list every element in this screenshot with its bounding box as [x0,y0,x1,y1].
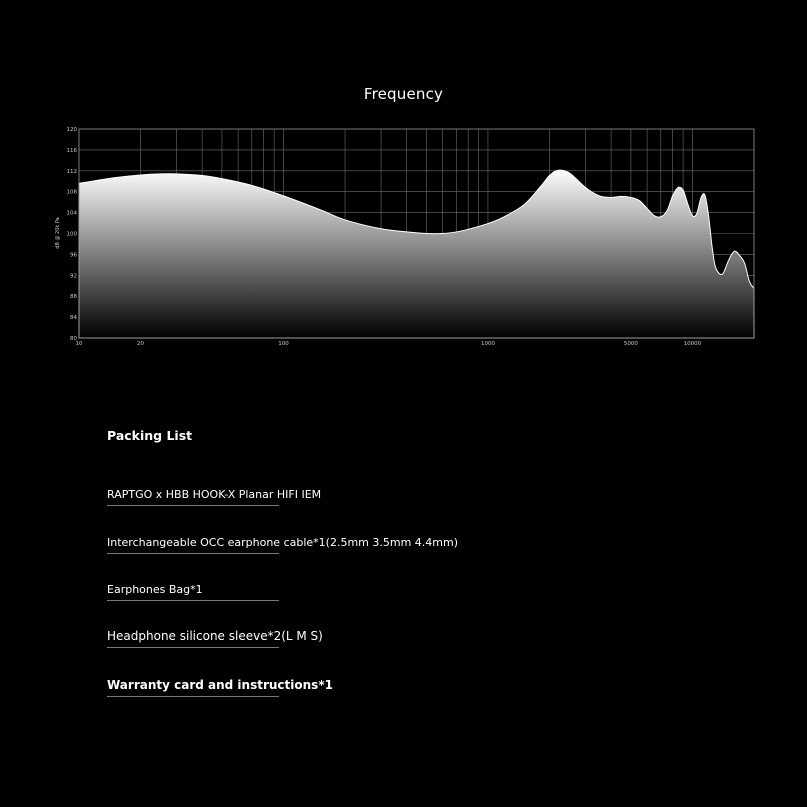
item-underline [107,600,279,601]
packing-list-item-text: Headphone silicone sleeve*2(L M S) [107,629,323,643]
packing-list-item [107,678,333,692]
y-tick-label: 104 [66,210,77,217]
y-tick-label: 120 [66,127,77,133]
y-tick-label: 112 [66,168,77,175]
packing-list-title: Packing List [107,428,193,443]
y-tick-labels [67,127,78,342]
y-tick-label: 80 [70,336,77,342]
x-tick-label: 10 [75,341,83,347]
packing-list-item [107,488,321,501]
item-underline [107,696,279,697]
packing-list-item-text: Interchangeable OCC earphone cable*1(2.5mm 3.5mm 4.4mm) [107,536,459,549]
y-tick-label: 116 [66,147,77,154]
frequency-response-chart [0,0,807,380]
y-tick-label: 100 [66,231,77,238]
x-tick-label: 100 [278,341,289,347]
packing-list-item [107,583,203,596]
x-tick-labels [76,341,702,347]
x-tick-label: 20 [137,341,145,347]
x-tick-label: 5000 [623,341,638,347]
chart-title: Frequency [363,85,444,103]
packing-list [107,428,459,692]
x-tick-label: 1000 [480,341,495,347]
x-tick-label: 10000 [683,341,702,347]
y-axis-label: dB @ 20k Pa [55,217,61,249]
packing-list-item-text: RAPTGO x HBB HOOK-X Planar HIFI IEM [107,488,322,501]
frequency-response-area [79,170,754,338]
item-underline [107,647,279,648]
y-tick-label: 88 [70,294,77,301]
item-underline [107,553,279,554]
y-tick-label: 108 [66,189,77,196]
y-tick-label: 96 [70,252,77,259]
y-tick-label: 92 [70,273,77,280]
item-underline [107,505,279,506]
packing-list-item [107,536,458,549]
packing-list-item-text: Earphones Bag*1 [107,583,203,596]
packing-list-item-text: Warranty card and instructions*1 [107,678,333,692]
y-tick-label: 84 [70,315,77,322]
packing-list-item [107,629,323,643]
